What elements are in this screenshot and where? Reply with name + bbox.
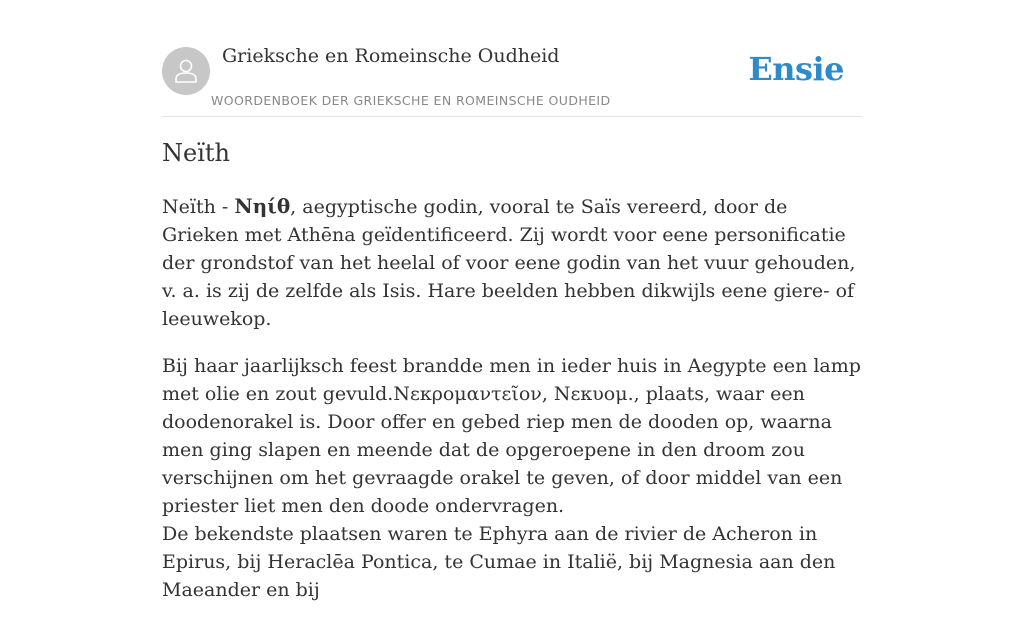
entry-term: Neïth - xyxy=(162,196,235,218)
entry-definition: , aegyptische godin, vooral te Saïs vereerd, door de Grieken met Athēna geïdentificeerd. Zij wordt voor eene personificatie der grondstof van het heelal of voor eene godin van het vuur gehouden, v. a. is zij de zelfde als Isis. Hare beelden hebben dikwijls eene giere- of leeuwekop. xyxy=(162,196,856,330)
entry-paragraph: De bekendste plaatsen waren te Ephyra aan de rivier de Acheron in Epirus, bij Heraclēa Pontica, te Cumae in Italië, bij Magnesia aan den Maeander en bij xyxy=(162,523,836,601)
dictionary-subtitle[interactable]: WOORDENBOEK DER GRIEKSCHE EN ROMEINSCHE OUDHEID xyxy=(211,93,611,108)
site-title[interactable]: Grieksche en Romeinsche Oudheid xyxy=(222,45,560,67)
entry-paragraph xyxy=(162,192,862,333)
entry-content xyxy=(162,192,862,623)
user-avatar-icon[interactable] xyxy=(162,47,210,95)
page-wrapper xyxy=(162,0,862,601)
greek-term: Νηίθ xyxy=(234,194,291,218)
entry-paragraph: Bij haar jaarlijksch feest brandde men in ieder huis in Aegypte een lamp met olie en zout gevuld.Νεκρομαντεῖον, Νεκυομ., plaats, waar een doodenorakel is. Door offer en gebed riep men de dooden op, waarna men ging slapen en meende dat de opgeroepene in den droom zou verschijnen om het gevraagde orakel te geven, of door middel van een priester liet men den doode ondervragen. xyxy=(162,355,861,517)
entry-title: Neïth xyxy=(162,139,230,167)
brand-logo[interactable]: Ensie xyxy=(748,50,844,88)
person-icon xyxy=(171,56,201,86)
site-header xyxy=(162,0,862,117)
